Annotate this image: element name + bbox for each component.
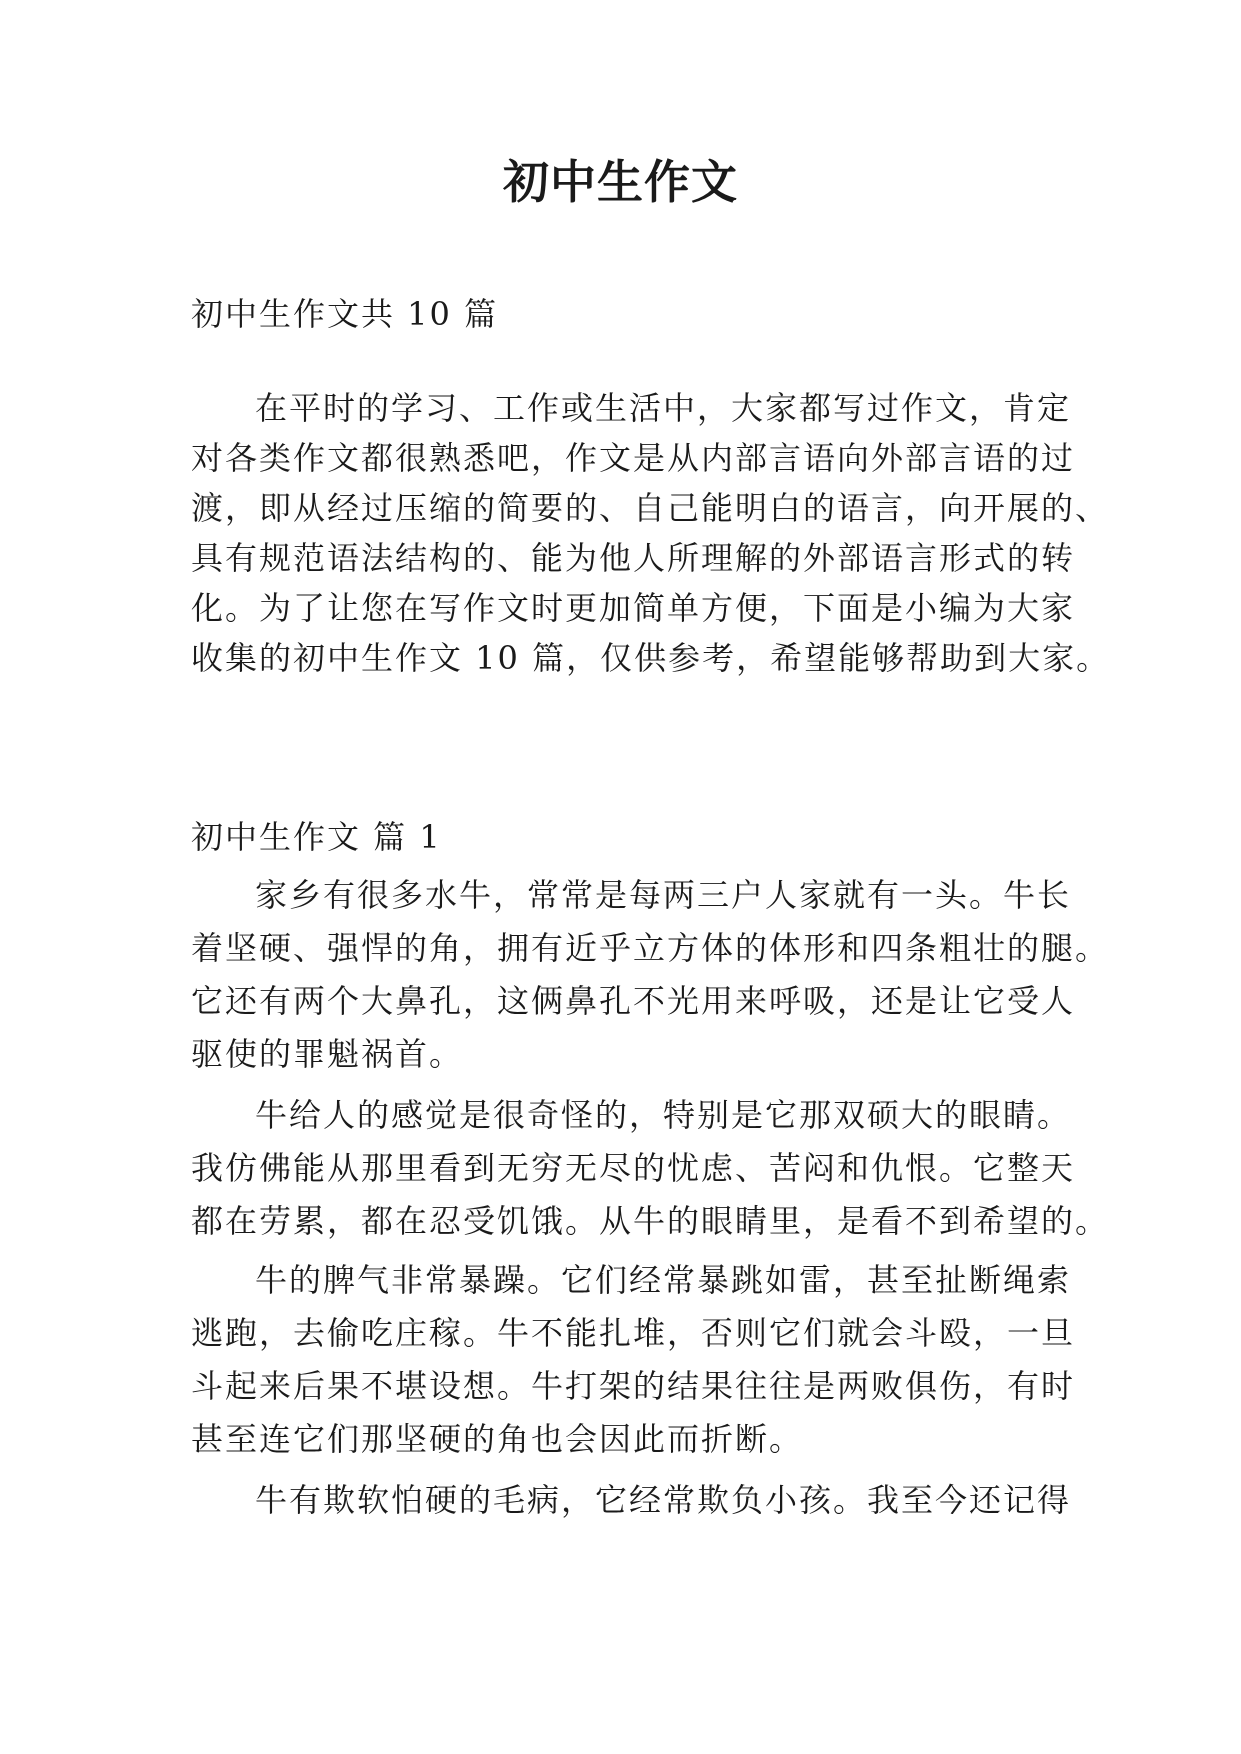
body-line: 都在劳累，都在忍受饥饿。从牛的眼睛里，是看不到希望的。 [191, 1202, 1110, 1240]
intro-line: 渡，即从经过压缩的简要的、自己能明白的语言，向开展的、 [191, 489, 1110, 527]
intro-line: 具有规范语法结构的、能为他人所理解的外部语言形式的转 [191, 539, 1076, 577]
body-line: 驱使的罪魁祸首。 [191, 1035, 464, 1073]
body-line: 逃跑，去偷吃庄稼。牛不能扎堆，否则它们就会斗殴，一旦 [191, 1314, 1076, 1352]
body-line: 家乡有很多水牛，常常是每两三户人家就有一头。牛长 [255, 876, 1072, 914]
intro-line: 化。为了让您在写作文时更加简单方便，下面是小编为大家 [191, 589, 1076, 627]
body-line: 甚至连它们那坚硬的角也会因此而折断。 [191, 1420, 804, 1458]
body-line: 牛给人的感觉是很奇怪的，特别是它那双硕大的眼睛。 [255, 1096, 1072, 1134]
intro-line: 在平时的学习、工作或生活中，大家都写过作文，肯定 [255, 389, 1072, 427]
section-title: 初中生作文 篇 1 [191, 818, 442, 856]
body-line: 它还有两个大鼻孔，这俩鼻孔不光用来呼吸，还是让它受人 [191, 982, 1076, 1020]
intro-line: 对各类作文都很熟悉吧，作文是从内部言语向外部言语的过 [191, 439, 1076, 477]
document-title: 初中生作文 [503, 155, 738, 209]
body-line: 着坚硬、强悍的角，拥有近乎立方体的体形和四条粗壮的腿。 [191, 929, 1110, 967]
body-line: 斗起来后果不堪设想。牛打架的结果往往是两败俱伤，有时 [191, 1367, 1076, 1405]
document-subtitle: 初中生作文共 10 篇 [191, 295, 499, 333]
body-line: 牛有欺软怕硬的毛病，它经常欺负小孩。我至今还记得 [255, 1481, 1072, 1519]
body-line: 我仿佛能从那里看到无穷无尽的忧虑、苦闷和仇恨。它整天 [191, 1149, 1076, 1187]
intro-line: 收集的初中生作文 10 篇，仅供参考，希望能够帮助到大家。 [191, 639, 1111, 677]
body-line: 牛的脾气非常暴躁。它们经常暴跳如雷，甚至扯断绳索 [255, 1261, 1072, 1299]
